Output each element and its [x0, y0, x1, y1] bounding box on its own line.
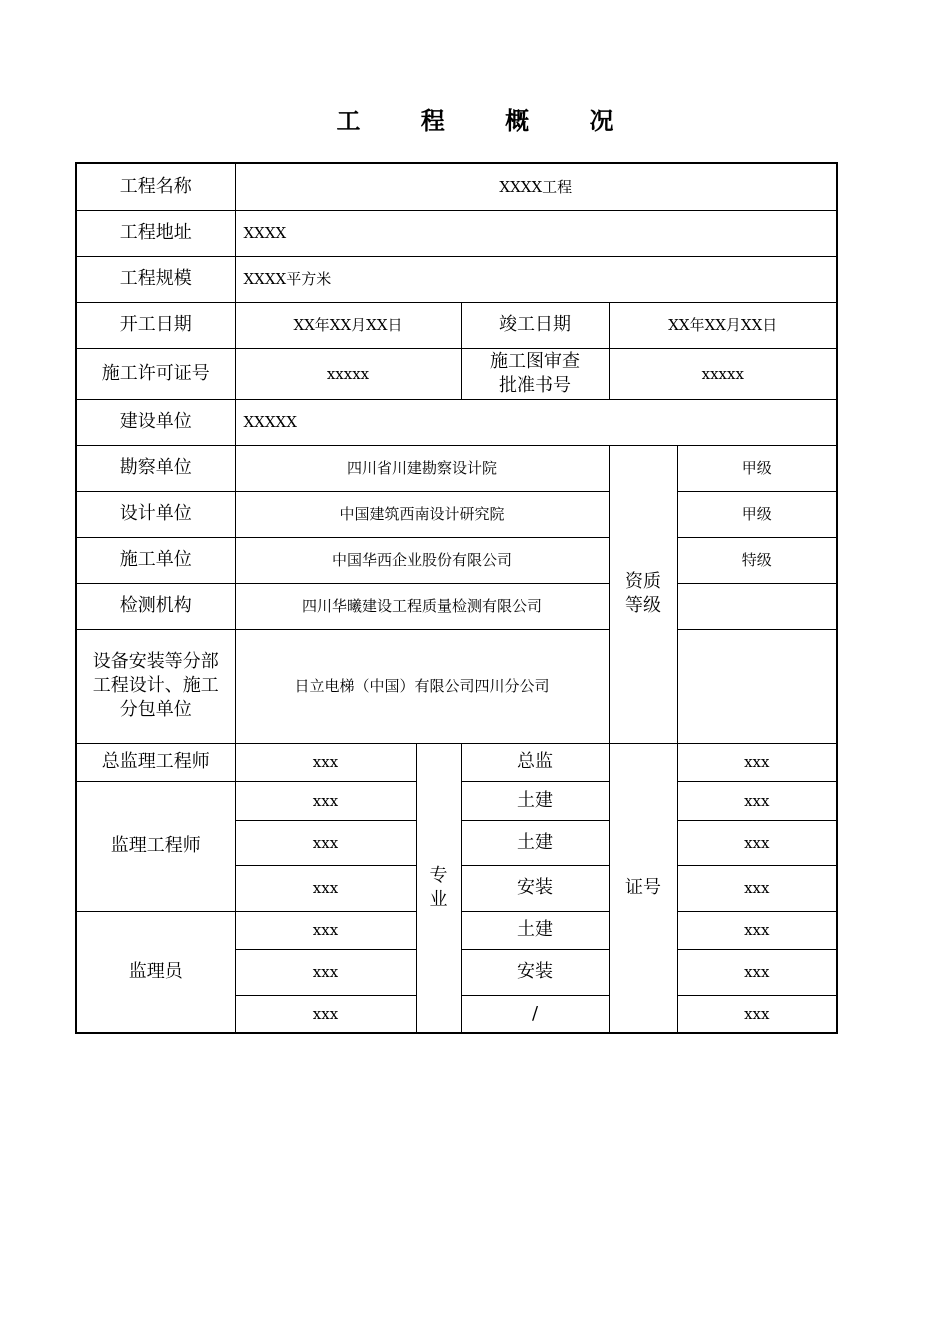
permit-number-label: 施工许可证号 [76, 348, 235, 399]
supervisor-major: 安装 [461, 949, 609, 995]
supervisor-name: xxx [235, 743, 416, 781]
drawing-approval-label: 施工图审查批准书号 [461, 348, 609, 399]
engineer-label: 监理工程师 [76, 781, 235, 911]
survey-unit-value: 四川省川建勘察设计院 [235, 445, 609, 491]
supervisor-name: xxx [235, 949, 416, 995]
project-scale-value: XXXX平方米 [235, 256, 837, 302]
supervisor-name: xxx [235, 865, 416, 911]
drawing-approval-value: xxxxx [609, 348, 837, 399]
owner-unit-value: XXXXX [235, 399, 837, 445]
subcontractor-label: 设备安装等分部工程设计、施工分包单位 [76, 629, 235, 743]
project-address-value: XXXX [235, 210, 837, 256]
supervisor-major: 土建 [461, 911, 609, 949]
supervisor-certificate: xxx [677, 911, 837, 949]
start-date-value: XX年XX月XX日 [235, 302, 461, 348]
project-scale-label: 工程规模 [76, 256, 235, 302]
supervisor-certificate: xxx [677, 781, 837, 820]
qualification-grade-label: 资质等级 [609, 445, 677, 743]
supervisor-certificate: xxx [677, 865, 837, 911]
supervisor-certificate: xxx [677, 995, 837, 1033]
chief-engineer-label: 总监理工程师 [76, 743, 235, 781]
project-name-value: XXXX工程 [235, 163, 837, 210]
construction-unit-grade: 特级 [677, 537, 837, 583]
supervisor-name: xxx [235, 781, 416, 820]
survey-unit-grade: 甲级 [677, 445, 837, 491]
testing-agency-grade [677, 583, 837, 629]
inspector-label: 监理员 [76, 911, 235, 1033]
owner-unit-label: 建设单位 [76, 399, 235, 445]
finish-date-label: 竣工日期 [461, 302, 609, 348]
supervisor-name: xxx [235, 995, 416, 1033]
design-unit-grade: 甲级 [677, 491, 837, 537]
testing-agency-value: 四川华曦建设工程质量检测有限公司 [235, 583, 609, 629]
supervisor-major: 土建 [461, 781, 609, 820]
supervisor-name: xxx [235, 911, 416, 949]
testing-agency-label: 检测机构 [76, 583, 235, 629]
page-title: 工 程 概 况 [336, 106, 640, 135]
subcontractor-value: 日立电梯（中国）有限公司四川分公司 [235, 629, 609, 743]
finish-date-value: XX年XX月XX日 [609, 302, 837, 348]
certificate-label: 证号 [609, 743, 677, 1033]
design-unit-value: 中国建筑西南设计研究院 [235, 491, 609, 537]
design-unit-label: 设计单位 [76, 491, 235, 537]
start-date-label: 开工日期 [76, 302, 235, 348]
supervisor-major: 安装 [461, 865, 609, 911]
supervisor-major: / [461, 995, 609, 1033]
supervisor-major: 土建 [461, 820, 609, 865]
supervisor-major: 总监 [461, 743, 609, 781]
construction-unit-value: 中国华西企业股份有限公司 [235, 537, 609, 583]
survey-unit-label: 勘察单位 [76, 445, 235, 491]
supervisor-certificate: xxx [677, 949, 837, 995]
permit-number-value: xxxxx [235, 348, 461, 399]
subcontractor-grade [677, 629, 837, 743]
project-overview-table [75, 162, 838, 1034]
supervisor-certificate: xxx [677, 743, 837, 781]
construction-unit-label: 施工单位 [76, 537, 235, 583]
supervisor-name: xxx [235, 820, 416, 865]
major-label: 专业 [416, 743, 461, 1033]
supervisor-certificate: xxx [677, 820, 837, 865]
project-name-label: 工程名称 [76, 163, 235, 210]
project-address-label: 工程地址 [76, 210, 235, 256]
